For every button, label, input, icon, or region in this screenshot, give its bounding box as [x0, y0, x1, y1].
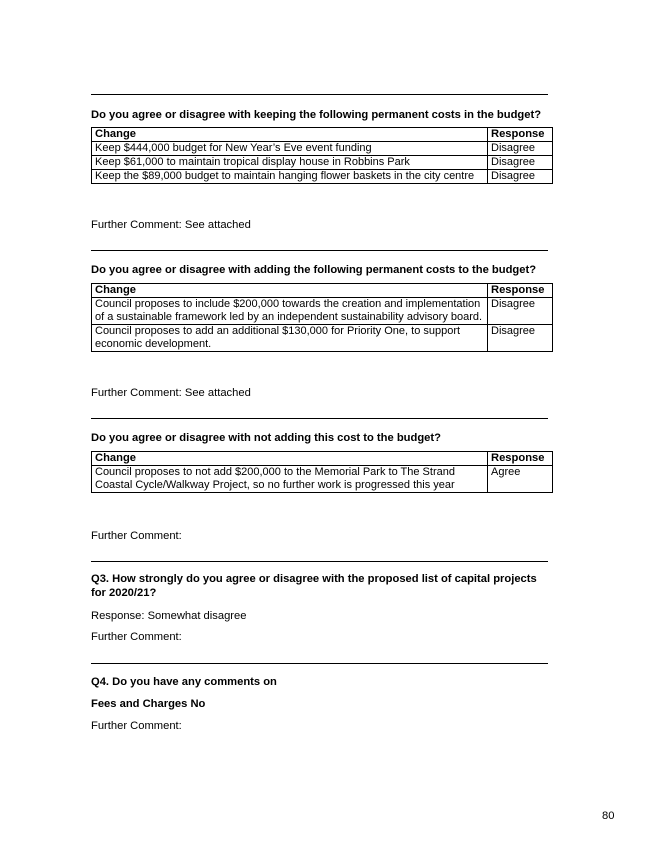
table-row — [92, 142, 553, 156]
section1-question: Do you agree or disagree with keeping the following permanent costs in the budget? — [91, 109, 542, 121]
table-row — [92, 170, 553, 184]
section2-table — [91, 283, 553, 352]
header-change: Change — [92, 128, 488, 142]
table-row — [92, 466, 553, 493]
change-cell: Council proposes to add an additional $130,000 for Priority One, to support economic development. — [92, 325, 488, 352]
section3-table — [91, 451, 553, 493]
header-response: Response — [488, 128, 553, 142]
change-cell: Council proposes to not add $200,000 to the Memorial Park to The Strand Coastal Cycle/Walkway Project, so no further work is progressed this year — [92, 466, 488, 493]
table-row — [92, 298, 553, 325]
divider-rule — [91, 94, 548, 95]
table-header-row — [92, 452, 553, 466]
table-header-row — [92, 284, 553, 298]
response-cell: Disagree — [488, 170, 553, 184]
section3-further-comment: Further Comment: — [91, 530, 182, 542]
page-number: 80 — [602, 810, 615, 822]
change-cell: Keep $444,000 budget for New Year’s Eve event funding — [92, 142, 488, 156]
table-header-row — [92, 128, 553, 142]
divider-rule — [91, 418, 548, 419]
divider-rule — [91, 250, 548, 251]
divider-rule — [91, 663, 548, 664]
table-row — [92, 325, 553, 352]
section2-further-comment: Further Comment: See attached — [91, 387, 251, 399]
response-cell: Disagree — [488, 142, 553, 156]
header-change: Change — [92, 284, 488, 298]
header-change: Change — [92, 452, 488, 466]
header-response: Response — [488, 284, 553, 298]
response-cell: Disagree — [488, 298, 553, 325]
section3-question: Do you agree or disagree with not adding this cost to the budget? — [91, 432, 441, 444]
response-cell: Agree — [488, 466, 553, 493]
header-response: Response — [488, 452, 553, 466]
divider-rule — [91, 561, 548, 562]
q4-question: Q4. Do you have any comments on — [91, 676, 277, 688]
response-cell: Disagree — [488, 325, 553, 352]
section1-table — [91, 127, 553, 184]
section2-question: Do you agree or disagree with adding the following permanent costs to the budget? — [91, 264, 537, 276]
q3-response: Response: Somewhat disagree — [91, 610, 247, 622]
change-cell: Keep the $89,000 budget to maintain hanging flower baskets in the city centre — [92, 170, 488, 184]
q4-fees-and-charges: Fees and Charges No — [91, 698, 206, 710]
q4-further-comment: Further Comment: — [91, 720, 182, 732]
change-cell: Keep $61,000 to maintain tropical display house in Robbins Park — [92, 156, 488, 170]
section1-further-comment: Further Comment: See attached — [91, 219, 251, 231]
q3-further-comment: Further Comment: — [91, 631, 182, 643]
response-cell: Disagree — [488, 156, 553, 170]
table-row — [92, 156, 553, 170]
change-cell: Council proposes to include $200,000 towards the creation and implementation of a sustainable framework led by an independent sustainability advisory board. — [92, 298, 488, 325]
q3-question: Q3. How strongly do you agree or disagree with the proposed list of capital projects for 2020/21? — [91, 573, 537, 599]
